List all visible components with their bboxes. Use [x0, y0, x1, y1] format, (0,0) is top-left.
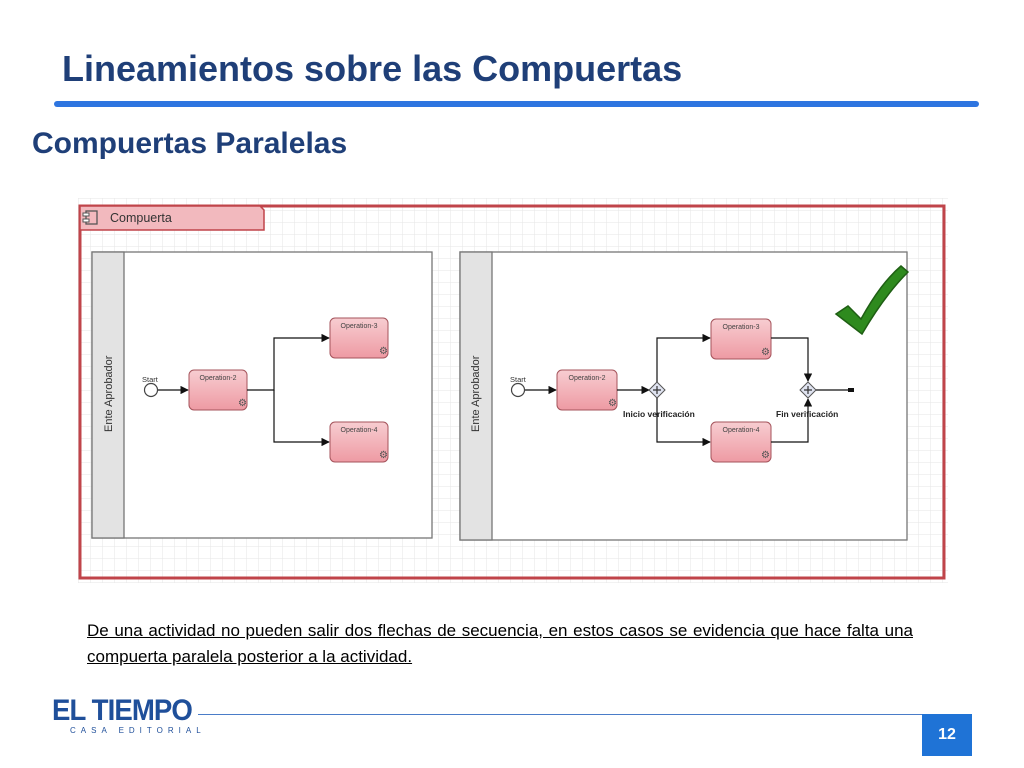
pool-label: Compuerta [110, 211, 172, 225]
left-start-label: Start [142, 375, 158, 384]
title-underline [54, 101, 979, 107]
slide-title: Lineamientos sobre las Compuertas [62, 48, 683, 89]
svg-text:Operation-2: Operation-2 [568, 375, 606, 382]
gear-icon: ⚙ [379, 346, 388, 357]
left-task-main [189, 370, 247, 410]
bpmn-diagram [78, 198, 948, 583]
logo-tagline: CASA EDITORIAL [70, 726, 206, 735]
right-start-event [512, 384, 525, 397]
gateway-split-label: Inicio verificación [623, 409, 695, 419]
svg-text:Operation-3: Operation-3 [722, 324, 760, 331]
gear-icon: ⚙ [761, 347, 770, 358]
right-task-main [557, 370, 617, 410]
left-lane [92, 252, 432, 538]
gateway-join-label: Fin verificación [776, 409, 839, 419]
right-lane [460, 252, 907, 540]
gear-icon: ⚙ [608, 398, 617, 409]
slide-subtitle: Compuertas Paralelas [32, 127, 348, 160]
gear-icon: ⚙ [379, 450, 388, 461]
explanation-note: De una actividad no pueden salir dos flechas de secuencia, en estos casos se evidencia que hace falta una compuerta paralela posterior a la actividad. [87, 621, 913, 666]
page-number-badge: 12 [922, 714, 972, 756]
left-task-lower [330, 422, 388, 462]
svg-text:Operation-4: Operation-4 [340, 427, 378, 434]
svg-text:Operation-2: Operation-2 [199, 375, 237, 382]
right-task-upper [711, 319, 771, 359]
footer-divider [198, 714, 922, 715]
left-task-upper [330, 318, 388, 358]
logo-name: EL TIEMPO [52, 694, 192, 727]
right-task-lower [711, 422, 771, 462]
right-start-label: Start [510, 375, 526, 384]
pool-tab [80, 206, 264, 230]
gear-icon: ⚙ [761, 450, 770, 461]
gear-icon: ⚙ [238, 398, 247, 409]
left-lane-label: Ente Aprobador [103, 355, 115, 432]
left-start-event [145, 384, 158, 397]
right-lane-label: Ente Aprobador [470, 355, 482, 432]
el-tiempo-logo [52, 696, 206, 735]
svg-text:Operation-4: Operation-4 [722, 427, 760, 434]
svg-text:Operation-3: Operation-3 [340, 323, 378, 330]
